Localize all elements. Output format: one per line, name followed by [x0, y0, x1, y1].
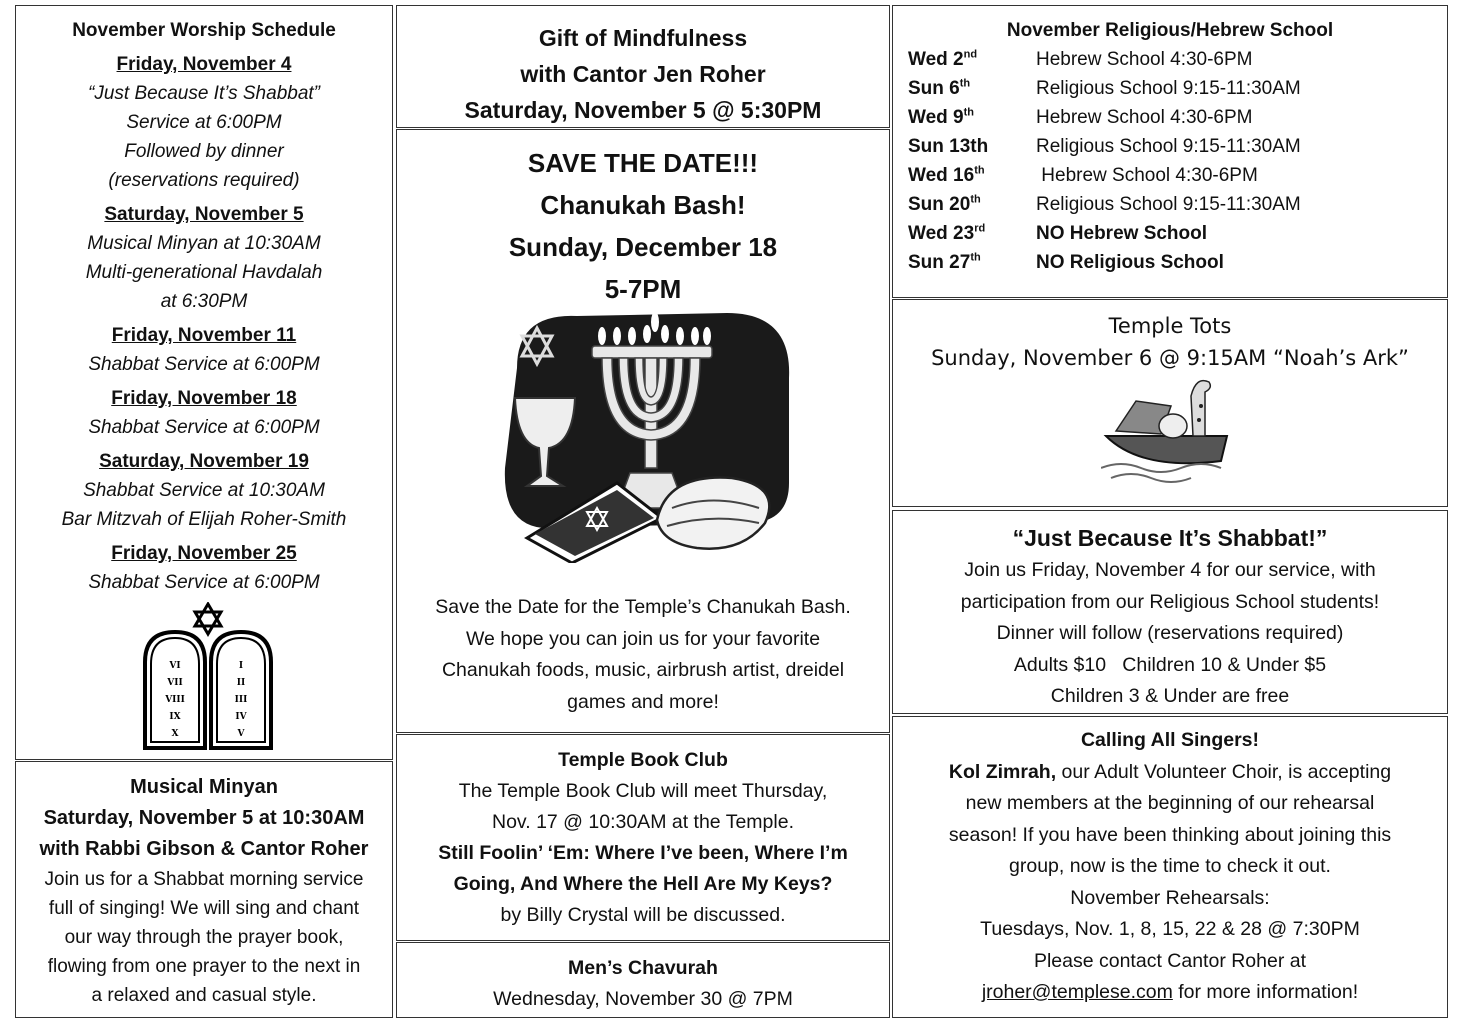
worship-detail: Service at 6:00PM: [126, 112, 282, 133]
worship-day: Friday, November 4: [116, 54, 292, 75]
rehearsal-dates: Tuesdays, Nov. 1, 8, 15, 22 & 28 @ 7:30PM: [980, 918, 1360, 940]
contact-email-link[interactable]: jroher@templese.com: [981, 981, 1173, 1003]
school-title: November Religious/Hebrew School: [1006, 20, 1334, 41]
chanukah-description: [397, 592, 889, 718]
mindfulness-date: Saturday, November 5 @ 5:30PM: [464, 97, 822, 123]
school-day-text: Wed 16: [908, 165, 975, 186]
chanukah-desc-line: Chanukah foods, music, airbrush artist, dreidel: [441, 659, 845, 681]
school-row: [893, 248, 1447, 277]
school-day-text: Sun 6: [908, 78, 960, 99]
school-day-text: Sun 27: [908, 252, 971, 273]
worship-detail: Shabbat Service at 10:30AM: [83, 480, 325, 501]
school-day: [893, 74, 1036, 103]
school-row: [893, 103, 1447, 132]
school-row: [893, 219, 1447, 248]
contact-line: [893, 977, 1447, 1009]
ordinal-suffix: th: [974, 164, 985, 177]
worship-day: Friday, November 18: [111, 388, 297, 409]
chanukah-bash-heading: Chanukah Bash!: [540, 190, 746, 220]
school-event: Religious School 9:15-11:30AM: [1036, 78, 1301, 99]
worship-entries: [16, 50, 392, 597]
mindfulness-leader: with Cantor Jen Roher: [520, 61, 766, 87]
tablet-numeral: VII: [167, 678, 183, 688]
worship-schedule-panel: [15, 5, 393, 760]
worship-schedule-title: November Worship Schedule: [72, 20, 336, 41]
ordinal-suffix: th: [959, 77, 971, 90]
musical-minyan-panel: [15, 761, 393, 1018]
contact-line-rest: for more information!: [1172, 981, 1359, 1003]
shabbat-prices: Adults $10 Children 10 & Under $5: [1013, 653, 1327, 676]
worship-detail: Shabbat Service at 6:00PM: [88, 572, 320, 593]
singers-title: Calling All Singers!: [1080, 729, 1260, 751]
shabbat-dinner-panel: [892, 510, 1448, 714]
school-day-text: Sun 20: [908, 194, 971, 215]
school-schedule-list: [893, 45, 1447, 277]
tots-date: Sunday, November 6 @ 9:15AM “Noah’s Ark”: [931, 346, 1409, 370]
shabbat-line: Join us Friday, November 4 for our service, with: [964, 559, 1376, 581]
worship-detail: Shabbat Service at 6:00PM: [88, 417, 320, 438]
chanukah-date: Sunday, December 18: [508, 232, 778, 262]
ordinal-suffix: th: [963, 106, 974, 119]
ordinal-suffix: th: [970, 193, 981, 206]
school-row: [893, 45, 1447, 74]
book-club-line: by Billy Crystal will be discussed.: [500, 904, 786, 926]
worship-day: Friday, November 11: [111, 325, 297, 346]
school-day: [893, 190, 1036, 219]
ordinal-suffix: th: [970, 251, 981, 264]
singers-intro: [893, 757, 1447, 789]
school-event: NO Religious School: [1036, 252, 1224, 273]
school-event: Hebrew School 4:30-6PM: [1036, 49, 1253, 70]
worship-day: Saturday, November 19: [99, 451, 309, 472]
worship-detail: Bar Mitzvah of Elijah Roher-Smith: [61, 509, 347, 530]
shabbat-line: participation from our Religious School students!: [960, 590, 1380, 613]
worship-detail: (reservations required): [108, 170, 300, 191]
tablet-numeral: IX: [169, 712, 181, 722]
singers-line: season! If you have been thinking about joining this: [948, 823, 1392, 846]
choir-name: Kol Zimrah,: [948, 760, 1057, 783]
tablet-numeral: V: [237, 729, 245, 739]
ordinal-suffix: rd: [974, 222, 986, 235]
singers-intro-rest: our Adult Volunteer Choir, is accepting: [1056, 760, 1392, 783]
worship-detail: “Just Because It’s Shabbat”: [88, 83, 320, 104]
school-day: [893, 161, 1036, 190]
school-day: [893, 219, 1036, 248]
school-day-text: Wed 2: [908, 49, 964, 70]
minyan-leaders: with Rabbi Gibson & Cantor Roher: [39, 838, 369, 860]
school-day-text: Wed 9: [908, 107, 964, 128]
shabbat-line: Dinner will follow (reservations required): [996, 622, 1344, 644]
school-day-text: Wed 23: [908, 223, 975, 244]
book-club-line: Nov. 17 @ 10:30AM at the Temple.: [492, 811, 794, 833]
school-event: Hebrew School 4:30-6PM: [1036, 165, 1258, 186]
tablet-numeral: X: [171, 729, 179, 739]
minyan-body-line: full of singing! We will sing and chant: [48, 898, 360, 919]
chavurah-date: Wednesday, November 30 @ 7PM: [493, 988, 793, 1010]
minyan-body-line: Join us for a Shabbat morning service: [44, 869, 364, 890]
singers-line: group, now is the time to check it out.: [1009, 855, 1331, 877]
worship-day: Friday, November 25: [111, 543, 297, 564]
school-day: [893, 45, 1036, 74]
ordinal-suffix: nd: [963, 48, 978, 61]
book-title-line: Going, And Where the Hell Are My Keys?: [453, 873, 833, 895]
tablet-numeral: I: [238, 661, 244, 671]
worship-day: Saturday, November 5: [104, 204, 304, 225]
minyan-body-line: a relaxed and casual style.: [91, 985, 317, 1006]
school-event: NO Hebrew School: [1036, 223, 1208, 244]
mindfulness-panel: [396, 5, 890, 128]
book-title-line: Still Foolin’ ‘Em: Where I’ve been, Where I’m: [438, 842, 848, 864]
school-day-text: Sun 13th: [908, 136, 989, 157]
religious-school-panel: [892, 5, 1448, 298]
book-club-title: Temple Book Club: [558, 749, 728, 771]
school-row: [893, 161, 1447, 190]
save-the-date-heading: SAVE THE DATE!!!: [527, 148, 759, 178]
book-club-line: The Temple Book Club will meet Thursday,: [458, 780, 828, 802]
chanukah-desc-line: We hope you can join us for your favorite: [465, 627, 821, 650]
shabbat-line: Children 3 & Under are free: [1050, 685, 1290, 707]
chanukah-desc-line: Save the Date for the Temple’s Chanukah Bash.: [435, 596, 851, 618]
mens-chavurah-panel: [396, 942, 890, 1018]
minyan-body-line: flowing from one prayer to the next in: [47, 956, 361, 977]
chanukah-desc-line: games and more!: [567, 690, 719, 713]
rehearsals-label: November Rehearsals:: [1070, 886, 1270, 909]
chavurah-title: Men’s Chavurah: [568, 957, 718, 979]
tablet-numeral: VIII: [165, 695, 185, 705]
school-day: [893, 132, 1036, 161]
worship-detail: at 6:30PM: [160, 291, 248, 312]
chanukah-time: 5-7PM: [604, 274, 682, 304]
tablet-numeral: II: [236, 678, 246, 688]
worship-detail: Followed by dinner: [124, 141, 284, 162]
worship-detail: Multi-generational Havdalah: [85, 262, 323, 283]
school-event: Religious School 9:15-11:30AM: [1036, 136, 1301, 157]
ten-commandments-tablets-icon: [141, 602, 276, 750]
minyan-date: Saturday, November 5 at 10:30AM: [43, 807, 365, 829]
tablet-numeral: III: [234, 695, 248, 705]
worship-detail: Musical Minyan at 10:30AM: [87, 233, 321, 254]
chanukah-bash-panel: [396, 129, 890, 733]
school-event: Religious School 9:15-11:30AM: [1036, 194, 1301, 215]
tablet-numeral: VI: [169, 661, 181, 671]
singers-line: new members at the beginning of our rehearsal: [965, 792, 1375, 814]
shabbat-title: “Just Because It’s Shabbat!”: [1012, 525, 1328, 551]
singers-line: Please contact Cantor Roher at: [1033, 949, 1307, 972]
school-row: [893, 190, 1447, 219]
worship-detail: Shabbat Service at 6:00PM: [88, 354, 320, 375]
book-club-panel: [396, 734, 890, 941]
mindfulness-title: Gift of Mindfulness: [538, 25, 748, 51]
minyan-title: Musical Minyan: [130, 776, 278, 798]
school-event: Hebrew School 4:30-6PM: [1036, 107, 1253, 128]
noahs-ark-illustration-icon: [1101, 376, 1231, 486]
school-row: [893, 132, 1447, 161]
minyan-body-line: our way through the prayer book,: [64, 927, 344, 948]
tablet-numeral: IV: [235, 712, 247, 722]
choir-panel: [892, 716, 1448, 1018]
school-row: [893, 74, 1447, 103]
menorah-illustration-icon: [497, 308, 797, 563]
school-day: [893, 248, 1036, 277]
school-day: [893, 103, 1036, 132]
tots-title: Temple Tots: [1108, 314, 1232, 338]
temple-tots-panel: [892, 299, 1448, 507]
